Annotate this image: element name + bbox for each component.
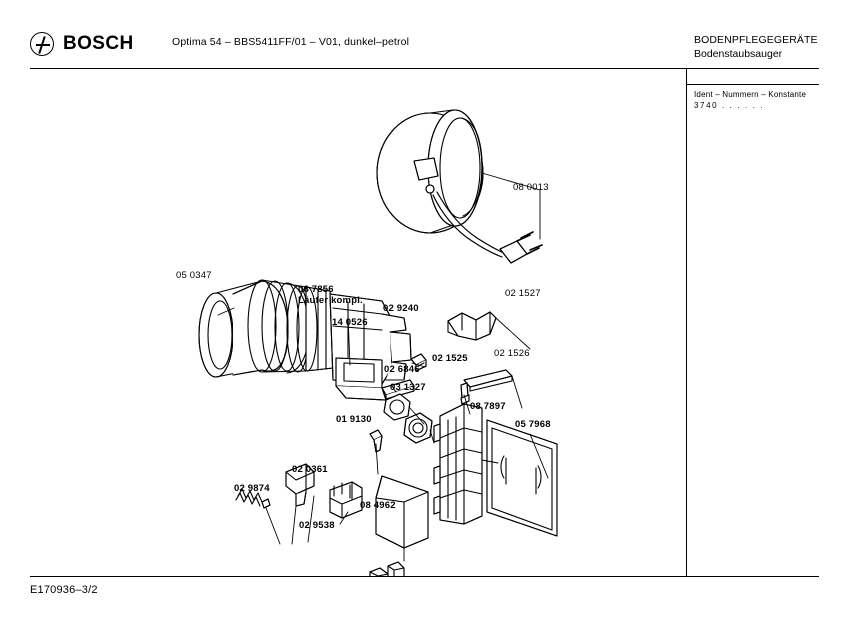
model-designation: Optima 54 – BBS5411FF/01 – V01, dunkel–petrol [172,36,410,48]
part-label-140526: 14 0526 [332,317,368,328]
part-label-020361: 02 0361 [292,464,328,475]
part-label-019130: 01 9130 [336,414,372,425]
part-label-021525: 02 1525 [432,353,468,364]
part-029538-clip [370,562,404,576]
document-code: E170936–3/2 [30,584,98,596]
bosch-armature-icon [30,32,54,56]
part-label-087897: 08 7897 [470,401,506,412]
product-category-line1: BODENPFLEGEGERÄTE [694,34,818,46]
part-label-029538: 02 9538 [299,520,335,531]
product-category [694,34,818,61]
right-column-divider [686,68,687,576]
footer-divider [30,576,819,577]
part-label-029874: 02 9874 [234,483,270,494]
part-label-021527: 02 1527 [505,288,541,299]
part-label-026846: 02 6846 [384,364,420,375]
part-087897-filter-frame [434,404,482,524]
ident-header: Ident – Nummern – Konstante [694,90,807,99]
ident-number-block [694,89,806,111]
part-label-080013: 08 0013 [513,182,549,193]
part-021525-pin [461,383,469,404]
part-020361-connector [330,482,362,518]
part-label-057968: 05 7968 [515,419,551,430]
ident-value: 3740 . . . . . . [694,101,765,110]
ident-divider [686,84,819,85]
part-084962-cover [376,476,428,548]
part-label-087856: 08 7856 [298,284,334,295]
part-021527-bracket [448,312,496,340]
part-label-050347: 05 0347 [176,270,212,281]
brand-logo [30,31,170,57]
part-057968-filter-pad [487,420,557,536]
part-label-029240: 02 9240 [383,303,419,314]
product-category-line2: Bodenstaubsauger [694,47,783,60]
part-label-luferkompl: Läufer kompl. [298,295,363,306]
part-label-031327: 03 1327 [390,382,426,393]
part-021526-lever [464,370,512,391]
part-label-021526: 02 1526 [494,348,530,359]
part-label-084962: 08 4962 [360,500,396,511]
brand-wordmark: BOSCH [63,33,134,54]
